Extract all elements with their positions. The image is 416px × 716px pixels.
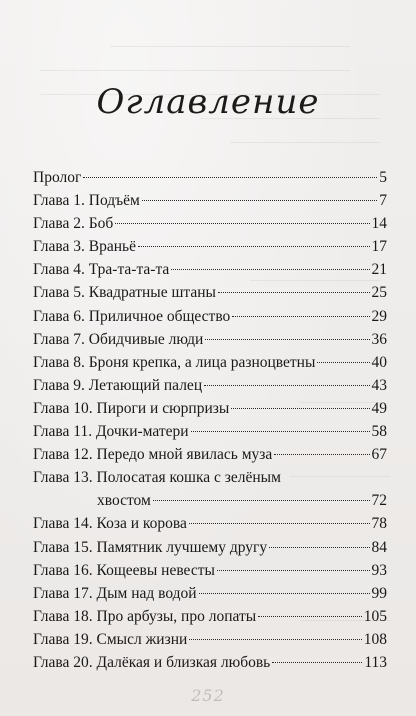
toc-leader-dots [115, 223, 369, 224]
toc-entry-title: Глава 18. Про арбузы, про лопаты [33, 607, 257, 625]
toc-entry-title: Глава 10. Пироги и сюрпризы [33, 399, 230, 417]
toc-page-number: 72 [371, 492, 387, 510]
table-of-contents [33, 166, 387, 674]
toc-leader-dots [204, 385, 369, 386]
toc-page-number: 21 [371, 261, 387, 279]
toc-entry [33, 258, 387, 281]
toc-page-number: 108 [363, 630, 387, 648]
toc-entry [33, 281, 387, 304]
toc-leader-dots [232, 316, 369, 317]
show-through-line [40, 70, 350, 71]
toc-entry [33, 559, 387, 582]
toc-entry-title: Глава 11. Дочки-матери [33, 423, 189, 441]
toc-leader-dots [199, 593, 370, 594]
toc-heading: Оглавление [96, 82, 320, 122]
toc-entry-title: Глава 15. Памятник лучшему другу [33, 538, 268, 556]
toc-page-number: 29 [371, 307, 387, 325]
faint-page-number: 252 [191, 686, 225, 705]
toc-entry-title: Пролог [33, 169, 82, 186]
toc-page-number: 7 [379, 192, 387, 210]
toc-entry [33, 397, 387, 420]
toc-page-number: 17 [371, 238, 387, 256]
toc-leader-dots [317, 362, 369, 363]
toc-entry-title: Глава 8. Броня крепка, а лица разноцветны [33, 353, 316, 371]
toc-entry [33, 212, 387, 235]
toc-leader-dots [231, 408, 369, 409]
toc-leader-dots [269, 547, 369, 548]
toc-entry-title: Глава 19. Смысл жизни [33, 630, 188, 648]
toc-entry [33, 189, 387, 212]
toc-leader-dots [274, 454, 369, 455]
toc-leader-dots [153, 500, 370, 501]
toc-page-number: 78 [371, 515, 387, 533]
toc-entry-title: Глава 12. Передо мной явилась муза [33, 446, 273, 464]
toc-entry-title: Глава 17. Дым над водой [33, 584, 197, 602]
toc-entry-title: Глава 13. Полосатая кошка с зелёным [33, 469, 281, 487]
toc-leader-dots [217, 570, 370, 571]
toc-page-number: 93 [371, 561, 387, 579]
toc-entry-title-continuation: хвостом [97, 492, 151, 510]
toc-entry [33, 536, 387, 559]
toc-leader-dots [205, 339, 369, 340]
toc-leader-dots [171, 269, 369, 270]
toc-leader-dots [142, 200, 377, 201]
toc-leader-dots [191, 431, 370, 432]
toc-leader-dots [83, 177, 377, 178]
toc-entry-title: Глава 14. Коза и корова [33, 515, 187, 533]
toc-entry-title: Глава 16. Кощеевы невесты [33, 561, 215, 579]
toc-entry-title: Глава 6. Приличное общество [33, 307, 231, 325]
toc-entry [33, 605, 387, 628]
toc-entry-title: Глава 1. Подъём [33, 192, 140, 210]
toc-entry [33, 235, 387, 258]
toc-entry-title: Глава 2. Боб [33, 215, 114, 233]
toc-entry-title: Глава 7. Обидчивые люди [33, 330, 204, 348]
toc-page-number: 14 [371, 215, 387, 233]
show-through-line [230, 142, 380, 143]
toc-entry-title: Глава 3. Враньё [33, 238, 136, 256]
toc-page-number: 84 [371, 538, 387, 556]
toc-page-number: 105 [363, 607, 387, 625]
toc-page-number: 99 [371, 584, 387, 602]
show-through-line [110, 46, 350, 47]
toc-leader-dots [189, 523, 370, 524]
toc-entry [33, 420, 387, 443]
toc-entry [33, 351, 387, 374]
toc-entry-title: Глава 9. Летающий палец [33, 376, 203, 394]
toc-entry [33, 466, 387, 512]
toc-entry-title: Глава 4. Тра-та-та-та [33, 261, 170, 279]
toc-entry-title: Глава 20. Далёкая и близкая любовь [33, 653, 271, 671]
toc-entry [33, 305, 387, 328]
toc-entry [33, 443, 387, 466]
toc-page-number: 58 [371, 423, 387, 441]
toc-page-number: 67 [371, 446, 387, 464]
toc-page-number: 43 [371, 376, 387, 394]
toc-entry [33, 582, 387, 605]
toc-leader-dots [272, 662, 362, 663]
toc-entry [33, 628, 387, 651]
toc-leader-dots [258, 616, 362, 617]
toc-entry [33, 166, 387, 189]
toc-page-number: 49 [371, 399, 387, 417]
toc-entry [33, 512, 387, 535]
toc-page-number: 40 [371, 353, 387, 371]
toc-entry [33, 328, 387, 351]
toc-page-number: 5 [379, 169, 387, 186]
toc-page-number: 36 [371, 330, 387, 348]
toc-page-number: 113 [364, 653, 387, 671]
toc-leader-dots [218, 292, 370, 293]
toc-leader-dots [138, 246, 370, 247]
toc-page-number: 25 [371, 284, 387, 302]
toc-entry [33, 374, 387, 397]
toc-entry-title: Глава 5. Квадратные штаны [33, 284, 216, 302]
toc-entry [33, 651, 387, 674]
toc-leader-dots [189, 639, 361, 640]
